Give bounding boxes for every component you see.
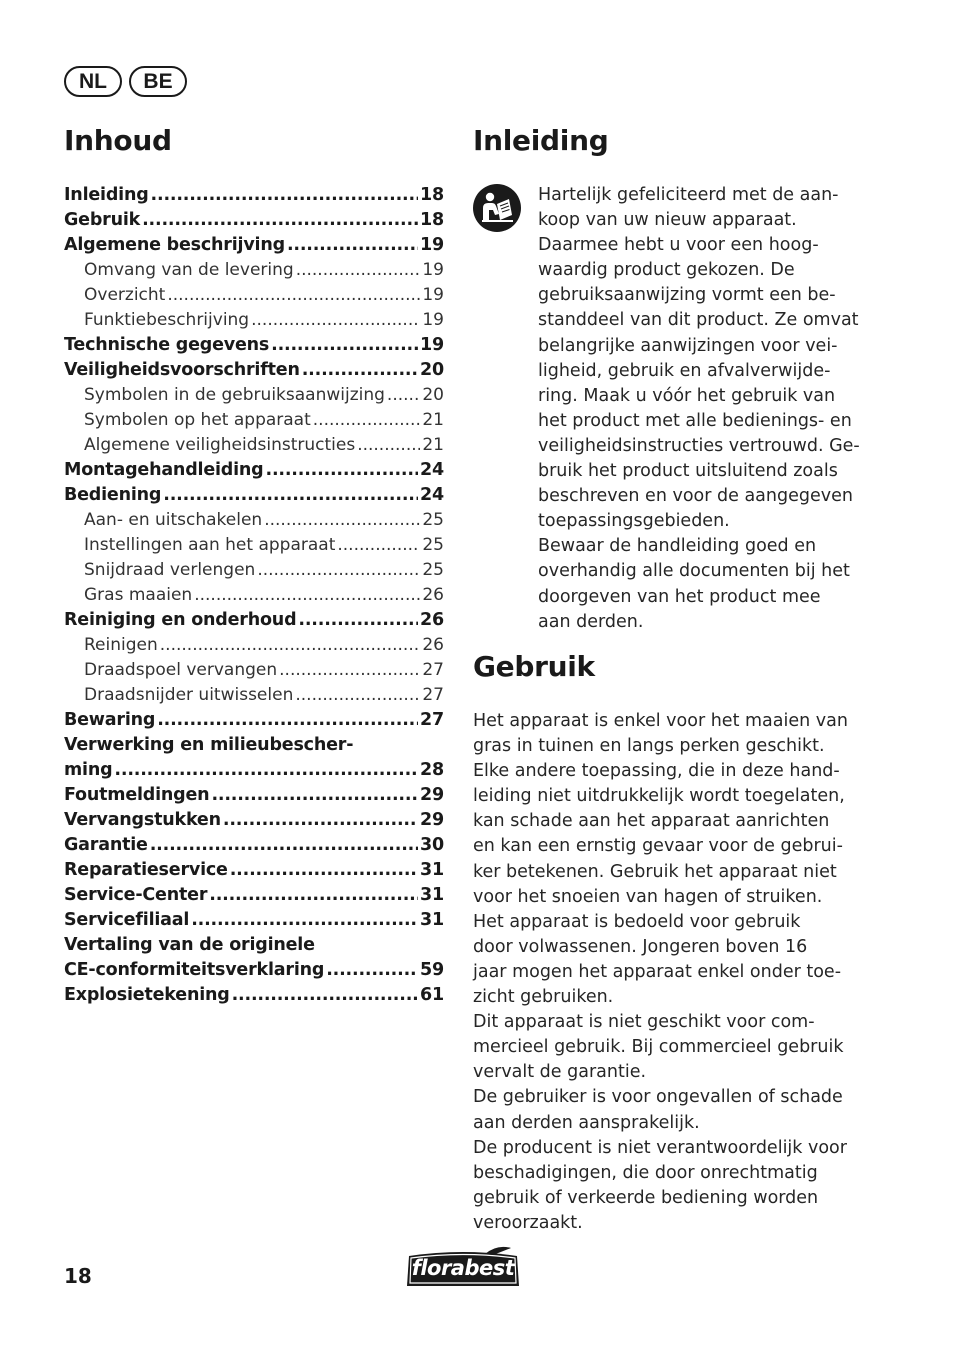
table-of-contents bbox=[64, 183, 444, 1008]
toc-entry-page: 28 bbox=[420, 760, 444, 780]
toc-leader-dots bbox=[157, 708, 418, 733]
toc-entry bbox=[64, 383, 444, 408]
toc-entry-label: Symbolen op het apparaat bbox=[84, 410, 311, 430]
toc-leader-dots bbox=[298, 608, 418, 633]
toc-leader-dots bbox=[160, 633, 421, 658]
toc-entry-page: 26 bbox=[420, 610, 444, 630]
toc-entry bbox=[64, 408, 444, 433]
toc-entry-page: 19 bbox=[420, 335, 444, 355]
toc-leader-dots bbox=[326, 958, 418, 983]
toc-leader-dots bbox=[257, 558, 420, 583]
toc-entry bbox=[64, 583, 444, 608]
toc-entry-page: 20 bbox=[422, 385, 444, 405]
toc-leader-dots bbox=[167, 283, 420, 308]
brand-logo bbox=[405, 1246, 521, 1288]
toc-entry-page: 31 bbox=[420, 910, 444, 930]
toc-entry-label: Vervangstukken bbox=[64, 810, 221, 830]
toc-entry-label: Gras maaien bbox=[84, 585, 193, 605]
toc-leader-dots bbox=[387, 383, 420, 408]
toc-entry-label: Draadspoel vervangen bbox=[84, 660, 278, 680]
toc-leader-dots bbox=[295, 683, 420, 708]
toc-entry-page: 29 bbox=[420, 810, 444, 830]
toc-entry-label: ming bbox=[64, 760, 113, 780]
toc-entry-label: Foutmeldingen bbox=[64, 785, 210, 805]
toc-entry bbox=[64, 458, 444, 483]
toc-entry-page: 25 bbox=[422, 510, 444, 530]
toc-entry-label: Verwerking en milieubescher- bbox=[64, 735, 354, 755]
toc-leader-dots bbox=[296, 258, 421, 283]
toc-entry-page: 25 bbox=[422, 535, 444, 555]
toc-entry bbox=[64, 733, 444, 758]
toc-leader-dots bbox=[264, 508, 420, 533]
toc-leader-dots bbox=[151, 183, 419, 208]
toc-entry bbox=[64, 983, 444, 1008]
toc-leader-dots bbox=[209, 883, 418, 908]
toc-entry-label: Technische gegevens bbox=[64, 335, 270, 355]
toc-entry-page: 31 bbox=[420, 860, 444, 880]
toc-entry bbox=[64, 608, 444, 633]
toc-entry bbox=[64, 883, 444, 908]
toc-leader-dots bbox=[279, 658, 420, 683]
toc-entry bbox=[64, 808, 444, 833]
toc-entry-label: Draadsnijder uitwisselen bbox=[84, 685, 294, 705]
use-heading: Gebruik bbox=[473, 650, 595, 683]
toc-entry-label: Algemene veiligheidsinstructies bbox=[84, 435, 356, 455]
toc-leader-dots bbox=[313, 408, 421, 433]
toc-entry-label: Bewaring bbox=[64, 710, 156, 730]
read-manual-icon bbox=[473, 184, 521, 232]
language-badge-be: BE bbox=[129, 66, 187, 97]
toc-leader-dots bbox=[230, 858, 418, 883]
toc-entry bbox=[64, 483, 444, 508]
toc-leader-dots bbox=[191, 908, 418, 933]
toc-entry-label: Overzicht bbox=[84, 285, 166, 305]
toc-leader-dots bbox=[150, 833, 418, 858]
toc-entry-label: Symbolen in de gebruiksaanwijzing bbox=[84, 385, 385, 405]
brand-logo-text: florabest bbox=[411, 1256, 515, 1280]
page-number: 18 bbox=[64, 1264, 92, 1288]
toc-entry bbox=[64, 783, 444, 808]
toc-entry bbox=[64, 933, 444, 958]
toc-entry bbox=[64, 958, 444, 983]
toc-entry bbox=[64, 633, 444, 658]
toc-entry-label: Aan- en uitschakelen bbox=[84, 510, 263, 530]
toc-entry bbox=[64, 208, 444, 233]
toc-entry-label: CE-conformiteitsverklaring bbox=[64, 960, 325, 980]
toc-entry-page: 29 bbox=[420, 785, 444, 805]
toc-entry-page: 18 bbox=[420, 210, 444, 230]
toc-entry-page: 19 bbox=[422, 260, 444, 280]
toc-entry-page: 27 bbox=[422, 685, 444, 705]
toc-entry bbox=[64, 858, 444, 883]
toc-leader-dots bbox=[114, 758, 418, 783]
toc-entry bbox=[64, 658, 444, 683]
toc-entry-label: Instellingen aan het apparaat bbox=[84, 535, 336, 555]
toc-entry-label: Gebruik bbox=[64, 210, 141, 230]
toc-entry-page: 25 bbox=[422, 560, 444, 580]
toc-entry bbox=[64, 358, 444, 383]
toc-entry-label: Bediening bbox=[64, 485, 162, 505]
toc-entry bbox=[64, 433, 444, 458]
toc-leader-dots bbox=[271, 333, 418, 358]
toc-entry-page: 26 bbox=[422, 635, 444, 655]
toc-entry-page: 19 bbox=[422, 285, 444, 305]
toc-entry-label: Reiniging en onderhoud bbox=[64, 610, 297, 630]
toc-entry bbox=[64, 558, 444, 583]
toc-entry-label: Service-Center bbox=[64, 885, 208, 905]
toc-entry bbox=[64, 183, 444, 208]
toc-leader-dots bbox=[357, 433, 420, 458]
toc-entry-label: Reinigen bbox=[84, 635, 158, 655]
intro-heading: Inleiding bbox=[473, 124, 609, 157]
toc-entry-page: 20 bbox=[420, 360, 444, 380]
toc-entry-page: 19 bbox=[420, 235, 444, 255]
toc-entry-label: Snijdraad verlengen bbox=[84, 560, 256, 580]
toc-leader-dots bbox=[194, 583, 420, 608]
toc-entry-page: 21 bbox=[422, 435, 444, 455]
toc-entry-page: 18 bbox=[420, 185, 444, 205]
toc-entry bbox=[64, 533, 444, 558]
toc-entry-page: 61 bbox=[420, 985, 444, 1005]
toc-leader-dots bbox=[142, 208, 418, 233]
toc-leader-dots bbox=[211, 783, 418, 808]
toc-entry bbox=[64, 683, 444, 708]
toc-entry-page: 24 bbox=[420, 460, 444, 480]
use-paragraph: Het apparaat is enkel voor het maaien van gras in tuinen en langs perken geschikt. Elke andere toepassing, die in deze hand- leiding niet uitdrukkelijk wordt toegelaten, kan schade aan het apparaat aanrichten en kan een ernstig gevaar voor de gebrui- ker betekenen. Gebruik het apparaat niet voor het snoeien van hagen of struiken. Het apparaat is bedoeld voor gebruik door volwassenen. Jongeren boven 16 jaar mogen het apparaat enkel onder toe- zicht gebruiken. Dit apparaat is niet geschikt voor com- mercieel gebruik. Bij commercieel gebruik vervalt de garantie. De gebruiker is voor ongevallen of schade aan derden aansprakelijk. De producent is niet verantwoordelijk voor beschadigingen, die door onrechtmatig gebruik of verkeerde bediening worden veroorzaakt. bbox=[473, 711, 848, 1233]
toc-entry bbox=[64, 508, 444, 533]
language-badge-nl: NL bbox=[64, 66, 122, 97]
toc-heading: Inhoud bbox=[64, 124, 172, 157]
toc-entry bbox=[64, 308, 444, 333]
toc-entry bbox=[64, 758, 444, 783]
toc-leader-dots bbox=[287, 233, 418, 258]
toc-entry-label: Veiligheidsvoorschriften bbox=[64, 360, 300, 380]
toc-leader-dots bbox=[163, 483, 418, 508]
toc-entry-page: 26 bbox=[422, 585, 444, 605]
toc-entry-page: 59 bbox=[420, 960, 444, 980]
toc-entry-label: Explosietekening bbox=[64, 985, 230, 1005]
toc-entry-label: Reparatieservice bbox=[64, 860, 228, 880]
toc-entry-page: 27 bbox=[420, 710, 444, 730]
toc-entry bbox=[64, 908, 444, 933]
toc-leader-dots bbox=[266, 458, 419, 483]
toc-entry-label: Inleiding bbox=[64, 185, 149, 205]
toc-entry-label: Funktiebeschrijving bbox=[84, 310, 250, 330]
toc-leader-dots bbox=[337, 533, 420, 558]
toc-entry-page: 30 bbox=[420, 835, 444, 855]
toc-leader-dots bbox=[251, 308, 420, 333]
toc-entry-page: 19 bbox=[422, 310, 444, 330]
toc-entry-label: Algemene beschrijving bbox=[64, 235, 285, 255]
toc-entry bbox=[64, 333, 444, 358]
toc-leader-dots bbox=[223, 808, 418, 833]
toc-leader-dots bbox=[302, 358, 418, 383]
toc-leader-dots bbox=[232, 983, 418, 1008]
toc-entry-label: Omvang van de levering bbox=[84, 260, 294, 280]
toc-entry bbox=[64, 258, 444, 283]
toc-entry-label: Montagehandleiding bbox=[64, 460, 264, 480]
toc-entry bbox=[64, 283, 444, 308]
toc-entry-page: 27 bbox=[422, 660, 444, 680]
toc-entry-label: Garantie bbox=[64, 835, 148, 855]
toc-entry bbox=[64, 708, 444, 733]
toc-entry-label: Vertaling van de originele bbox=[64, 935, 315, 955]
toc-entry-page: 24 bbox=[420, 485, 444, 505]
toc-entry bbox=[64, 233, 444, 258]
intro-paragraph: Hartelijk gefeliciteerd met de aan- koop van uw nieuw apparaat. Daarmee hebt u voor een hoog- waardig product gekozen. De gebruiksaanwijzing vormt een be- standdeel van dit product. Ze omvat belangrijke aanwijzingen voor vei- ligheid, gebruik en afvalverwijde- ring. Maak u vóór het gebruik van het product met alle bedienings- en veiligheidsinstructies vertrouwd. Ge- bruik het product uitsluitend zoals beschreven en voor de aangegeven toepassingsgebieden. Bewaar de handleiding goed en overhandig alle documenten bij het doorgeven van het product mee aan derden. bbox=[538, 185, 860, 632]
toc-entry-page: 31 bbox=[420, 885, 444, 905]
toc-entry bbox=[64, 833, 444, 858]
toc-entry-page: 21 bbox=[422, 410, 444, 430]
toc-entry-label: Servicefiliaal bbox=[64, 910, 190, 930]
